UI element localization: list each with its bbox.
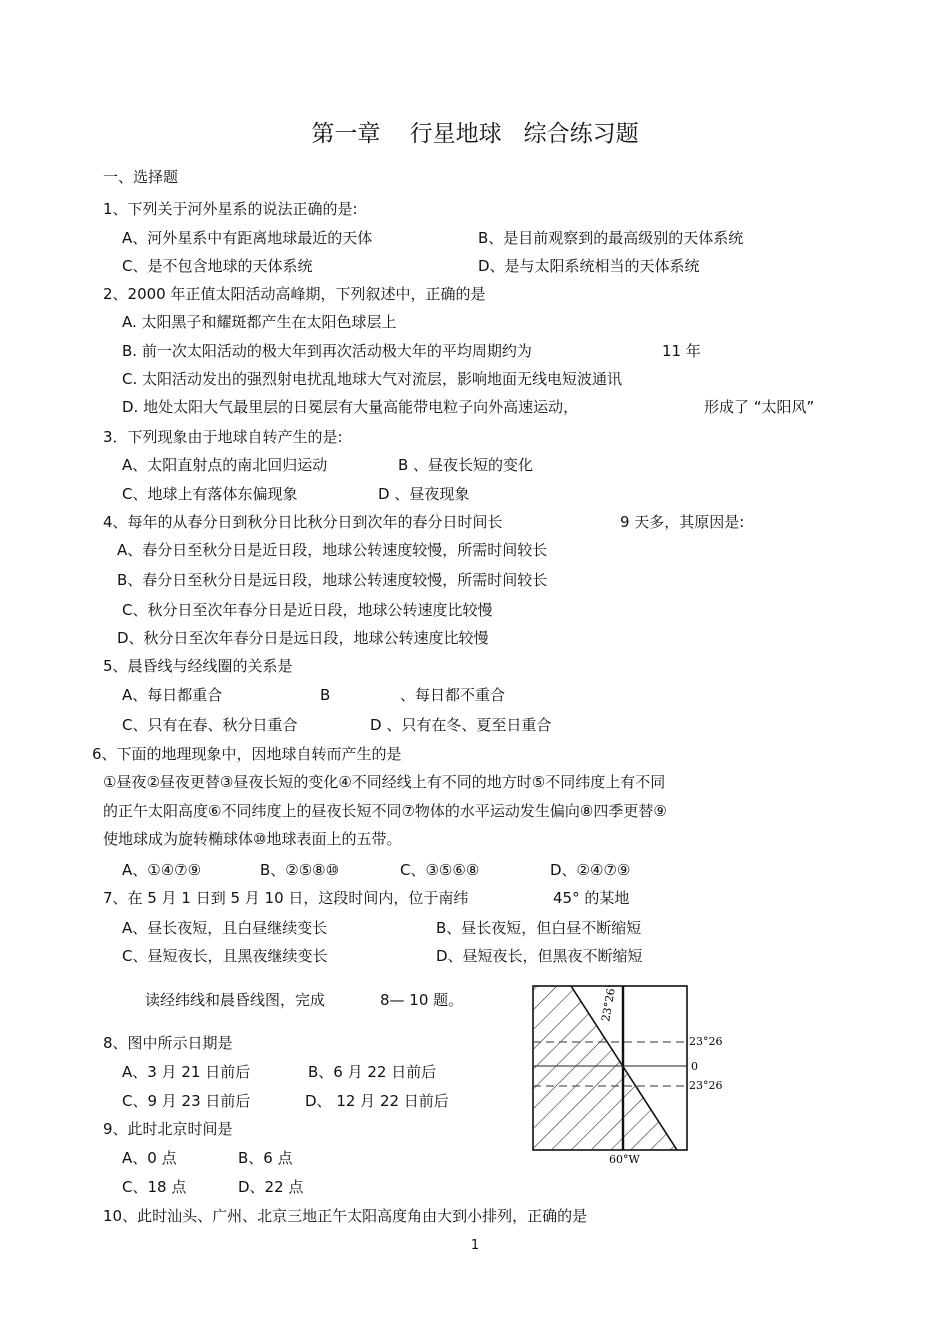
q2-option-b: B. 前一次太阳活动的极大年到再次活动极大年的平均周期约为 — [122, 342, 532, 360]
q6-option-b: B、②⑤⑧⑩ — [260, 861, 340, 879]
label-tropic-north: 23°26 — [689, 1035, 723, 1048]
q8-option-c: C、9 月 23 日前后 — [122, 1092, 251, 1110]
q4-stem-cont: 9 天多，其原因是: — [620, 513, 745, 531]
label-tropic-south: 23°26 — [689, 1079, 723, 1092]
q5-option-a: A、每日都重合 — [122, 686, 223, 704]
q3-option-c: C、地球上有落体东偏现象 — [122, 485, 298, 503]
q2-stem: 2、2000 年正值太阳活动高峰期，下列叙述中，正确的是 — [103, 285, 486, 303]
q1-option-d: D、是与太阳系统相当的天体系统 — [478, 257, 700, 275]
q1-option-b: B、是目前观察到的最高级别的天体系统 — [478, 229, 744, 247]
q3-option-d: D 、昼夜现象 — [378, 485, 470, 503]
q8-option-a: A、3 月 21 日前后 — [122, 1063, 251, 1081]
q6-option-c: C、③⑤⑥⑧ — [400, 861, 480, 879]
read-prompt: 读经纬线和晨昏线图，完成 — [145, 991, 326, 1009]
q3-option-a: A、太阳直射点的南北回归运动 — [122, 456, 328, 474]
q9-stem: 9、此时北京时间是 — [103, 1120, 233, 1138]
q5-option-d: D 、只有在冬、夏至日重合 — [370, 716, 552, 734]
q3-stem: 3．下列现象由于地球自转产生的是: — [103, 428, 343, 446]
q7-stem-cont: 45° 的某地 — [553, 889, 630, 907]
q4-option-a: A、春分日至秋分日是近日段，地球公转速度较慢，所需时间较长 — [117, 541, 548, 559]
read-prompt-range: 8— 10 题。 — [380, 991, 464, 1009]
q5-option-c: C、只有在春、秋分日重合 — [122, 716, 298, 734]
q6-stem: 6、下面的地理现象中，因地球自转而产生的是 — [92, 745, 402, 763]
q6-line-1: ①昼夜②昼夜更替③昼夜长短的变化④不同经线上有不同的地方时⑤不同纬度上有不同 — [103, 773, 666, 791]
q6-option-d: D、②④⑦⑨ — [550, 861, 631, 879]
q7-stem: 7、在 5 月 1 日到 5 月 10 日，这段时间内，位于南纬 — [103, 889, 469, 907]
q9-option-a: A、0 点 — [122, 1149, 177, 1167]
section-heading: 一、选择题 — [103, 168, 179, 186]
q2-option-d: D. 地处太阳大气最里层的日冕层有大量高能带电粒子向外高速运动， — [122, 398, 579, 416]
q8-option-d: D、 12 月 22 日前后 — [305, 1092, 449, 1110]
q2-option-c: C. 太阳活动发出的强烈射电扰乱地球大气对流层，影响地面无线电短波通讯 — [122, 370, 623, 388]
q4-option-b: B、春分日至秋分日是远日段，地球公转速度较慢，所需时间较长 — [117, 571, 548, 589]
diag-angle-label: 23°26' — [599, 984, 619, 1023]
q7-option-b: B、昼长夜短，但白昼不断缩短 — [436, 919, 642, 937]
q6-option-a: A、①④⑦⑨ — [122, 861, 202, 879]
label-meridian: 60°W — [609, 1153, 640, 1166]
q10-stem: 10、此时汕头、广州、北京三地正午太阳高度角由大到小排列，正确的是 — [103, 1207, 588, 1225]
q9-option-b: B、6 点 — [238, 1149, 293, 1167]
q6-line-2: 的正午太阳高度⑥不同纬度上的昼夜长短不同⑦物体的水平运动发生偏向⑧四季更替⑨ — [103, 802, 667, 820]
q5-stem: 5、晨昏线与经线圈的关系是 — [103, 657, 293, 675]
q2-option-d-cont: 形成了 “太阳风” — [704, 398, 815, 416]
q9-option-d: D、22 点 — [238, 1178, 304, 1196]
q2-option-b-cont: 11 年 — [662, 342, 701, 360]
q8-option-b: B、6 月 22 日前后 — [308, 1063, 437, 1081]
q3-option-b: B 、昼夜长短的变化 — [398, 456, 534, 474]
q4-stem: 4、每年的从春分日到秋分日比秋分日到次年的春分日时间长 — [103, 513, 503, 531]
q6-line-3: 使地球成为旋转椭球体⑩地球表面上的五带。 — [103, 830, 402, 848]
q5-option-b-cont: 、每日都不重合 — [400, 686, 506, 704]
q1-option-a: A、河外星系中有距离地球最近的天体 — [122, 229, 373, 247]
label-equator: 0 — [691, 1060, 698, 1073]
page-number: 1 — [470, 1238, 480, 1253]
q8-stem: 8、图中所示日期是 — [103, 1034, 233, 1052]
q5-option-b: B — [320, 686, 331, 704]
q4-option-c: C、秋分日至次年春分日是近日段，地球公转速度比较慢 — [122, 601, 493, 619]
q7-option-a: A、昼长夜短，且白昼继续变长 — [122, 919, 328, 937]
q1-stem: 1、下列关于河外星系的说法正确的是: — [103, 200, 358, 218]
q1-option-c: C、是不包含地球的天体系统 — [122, 257, 313, 275]
page-title: 第一章 行星地球 综合练习题 — [311, 121, 639, 147]
q2-option-a: A. 太阳黑子和耀斑都产生在太阳色球层上 — [122, 313, 397, 331]
q4-option-d: D、秋分日至次年春分日是远日段，地球公转速度比较慢 — [117, 629, 489, 647]
q7-option-d: D、昼短夜长，但黑夜不断缩短 — [436, 947, 643, 965]
q7-option-c: C、昼短夜长，且黑夜继续变长 — [122, 947, 328, 965]
terminator-figure — [525, 978, 745, 1168]
q9-option-c: C、18 点 — [122, 1178, 187, 1196]
